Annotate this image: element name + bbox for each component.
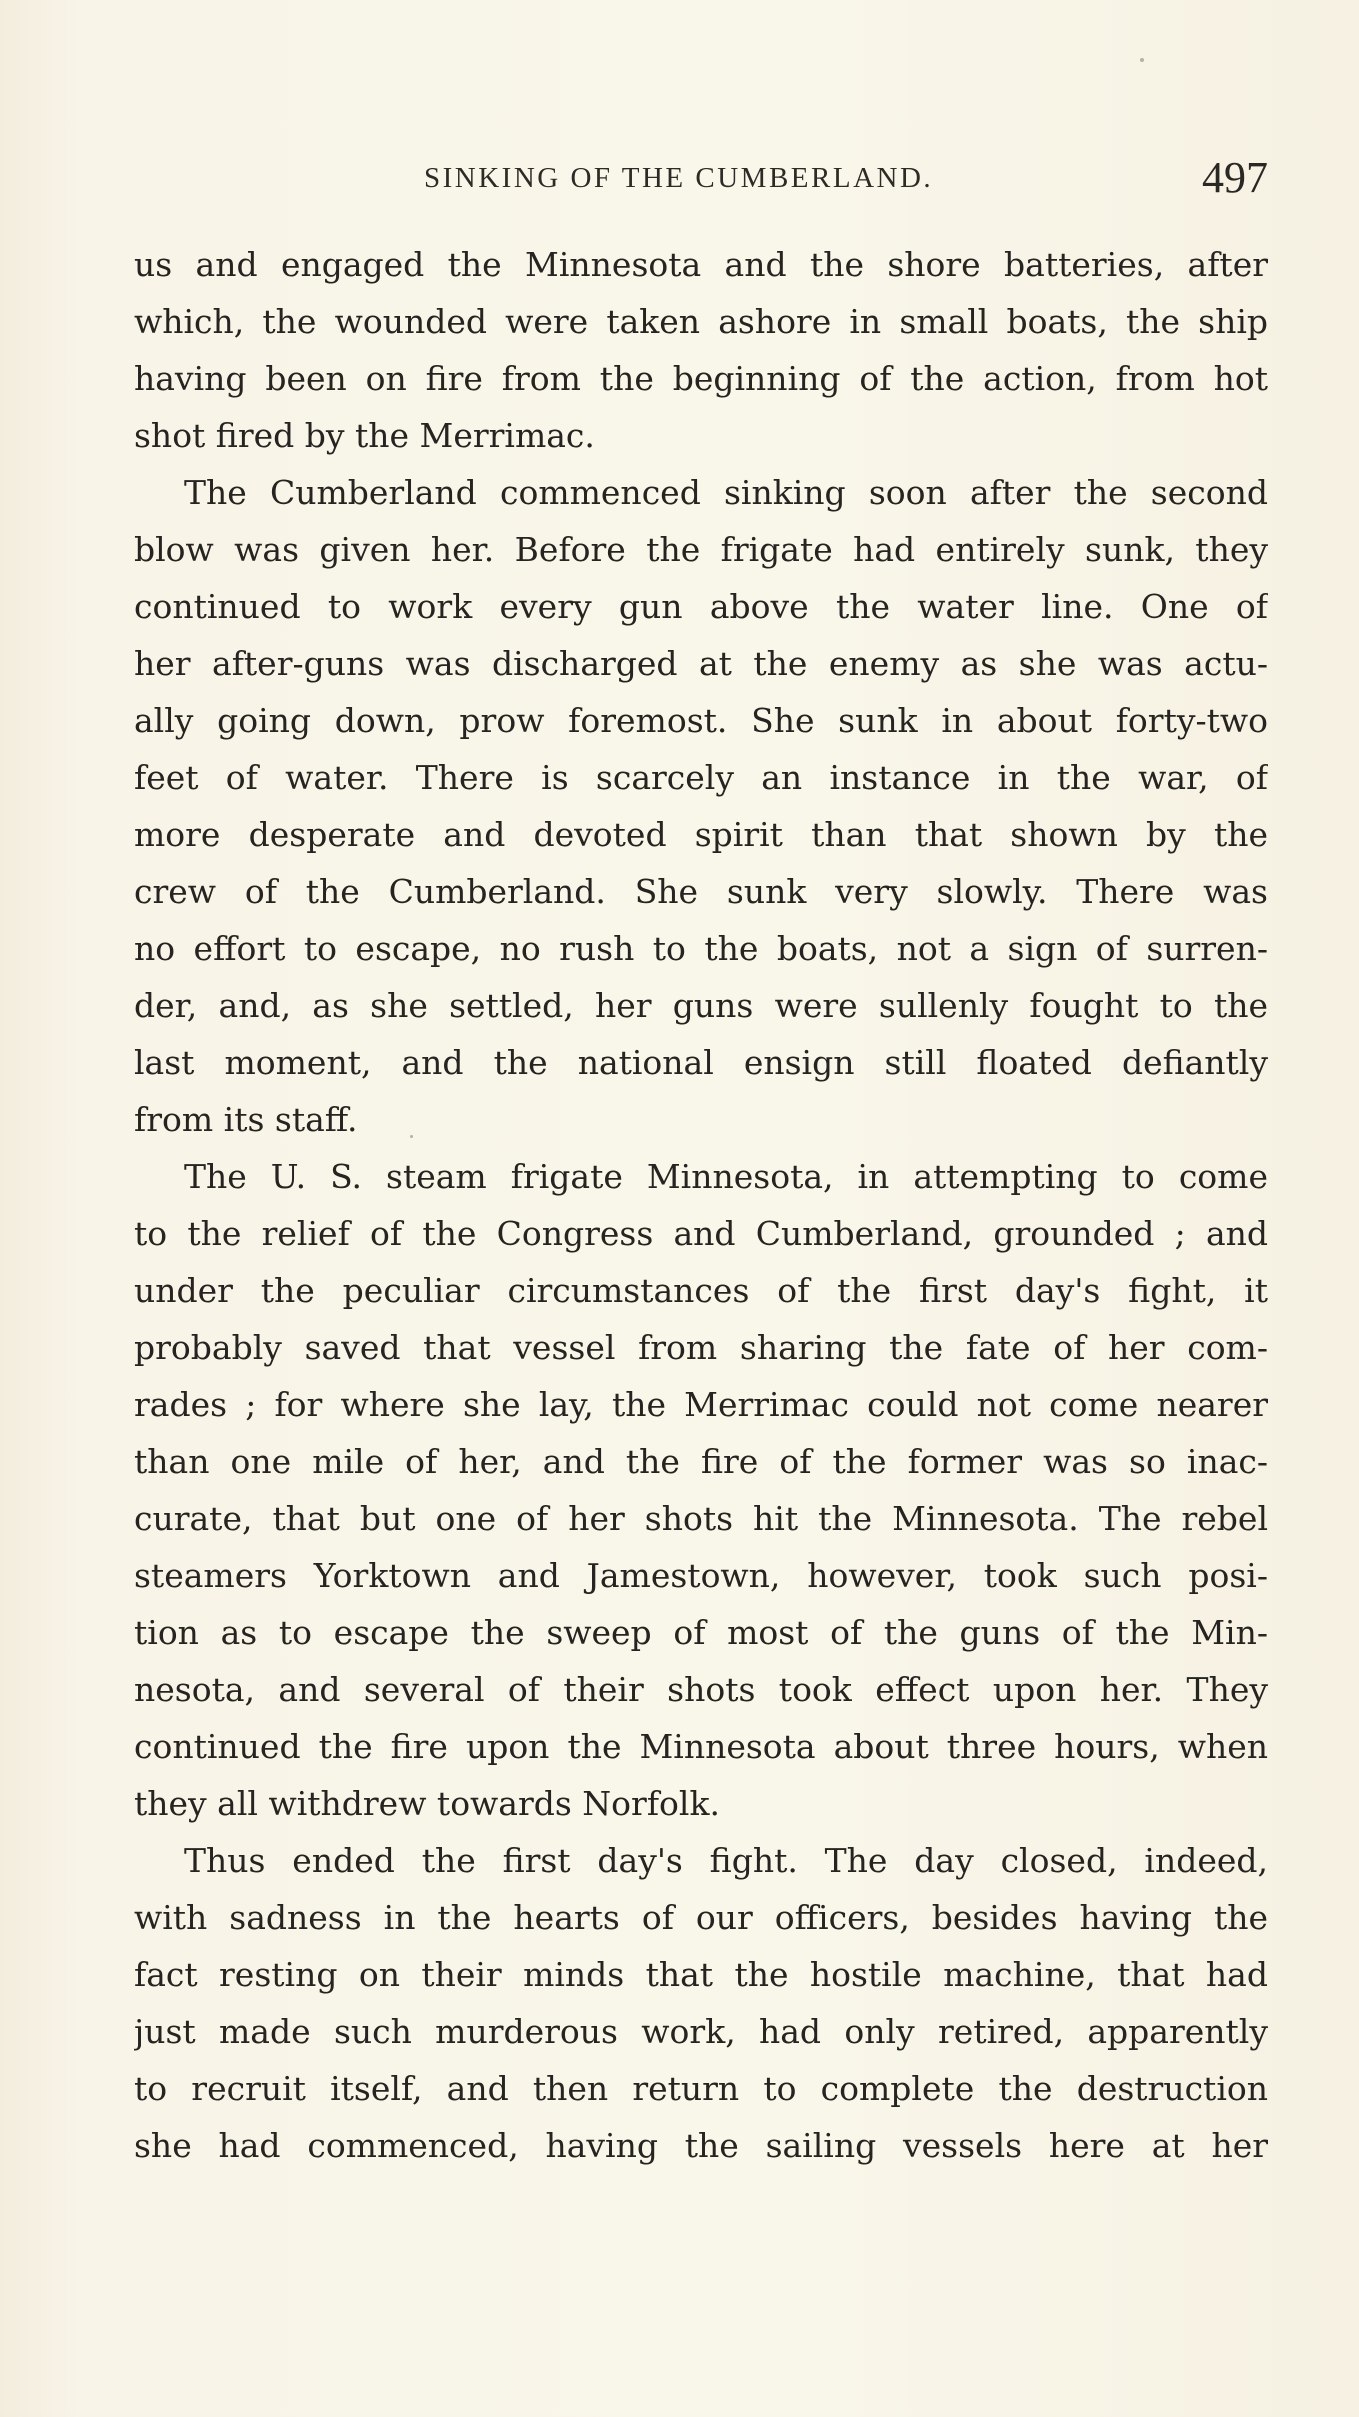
text-line: just made such murderous work, had only retired, apparently <box>134 2012 1268 2051</box>
text-line: continued to work every gun above the water line. One of <box>134 587 1268 626</box>
text-line: continued the fire upon the Minnesota about three hours, when <box>134 1727 1268 1766</box>
paper-speck <box>410 1135 413 1138</box>
text-line: us and engaged the Minnesota and the shore batteries, after <box>134 245 1268 284</box>
text-line: tion as to escape the sweep of most of the guns of the Min- <box>134 1613 1268 1652</box>
text-line: feet of water. There is scarcely an instance in the war, of <box>134 758 1268 797</box>
body-text <box>134 236 1268 2174</box>
text-line: to recruit itself, and then return to complete the destruction <box>134 2069 1268 2108</box>
text-line: ally going down, prow foremost. She sunk in about forty-two <box>134 701 1268 740</box>
text-line: shot fired by the Merrimac. <box>134 416 595 455</box>
text-line: nesota, and several of their shots took effect upon her. They <box>134 1670 1268 1709</box>
text-line: she had commenced, having the sailing vessels here at her <box>134 2126 1268 2165</box>
text-line: they all withdrew towards Norfolk. <box>134 1784 720 1823</box>
running-title: SINKING OF THE CUMBERLAND. <box>424 162 934 194</box>
text-line: than one mile of her, and the fire of the former was so inac- <box>134 1442 1268 1481</box>
text-line: fact resting on their minds that the hostile machine, that had <box>134 1955 1268 1994</box>
text-line: The Cumberland commenced sinking soon after the second <box>184 473 1268 512</box>
page-number: 497 <box>1202 153 1268 202</box>
text-line: rades ; for where she lay, the Merrimac could not come nearer <box>134 1385 1268 1424</box>
text-line: blow was given her. Before the frigate had entirely sunk, they <box>134 530 1268 569</box>
text-line: probably saved that vessel from sharing the fate of her com- <box>134 1328 1268 1367</box>
text-line: with sadness in the hearts of our officers, besides having the <box>134 1898 1268 1937</box>
page-header <box>134 152 1268 208</box>
text-line: having been on fire from the beginning of the action, from hot <box>134 359 1268 398</box>
text-line: more desperate and devoted spirit than that shown by the <box>134 815 1268 854</box>
text-line: from its staff. <box>134 1100 358 1139</box>
text-line: der, and, as she settled, her guns were sullenly fought to the <box>134 986 1268 1025</box>
text-line: steamers Yorktown and Jamestown, however, took such posi- <box>134 1556 1268 1595</box>
text-line: which, the wounded were taken ashore in small boats, the ship <box>134 302 1268 341</box>
text-line: The U. S. steam frigate Minnesota, in attempting to come <box>184 1157 1268 1196</box>
text-line: crew of the Cumberland. She sunk very slowly. There was <box>134 872 1268 911</box>
text-line: her after-guns was discharged at the enemy as she was actu- <box>134 644 1268 683</box>
paper-speck <box>1140 58 1144 62</box>
text-line: to the relief of the Congress and Cumberland, grounded ; and <box>134 1214 1268 1253</box>
text-line: last moment, and the national ensign still floated defiantly <box>134 1043 1268 1082</box>
text-line: under the peculiar circumstances of the first day's fight, it <box>134 1271 1268 1310</box>
text-line: no effort to escape, no rush to the boats, not a sign of surren- <box>134 929 1268 968</box>
text-line: Thus ended the first day's fight. The day closed, indeed, <box>184 1841 1268 1880</box>
text-line: curate, that but one of her shots hit the Minnesota. The rebel <box>134 1499 1268 1538</box>
